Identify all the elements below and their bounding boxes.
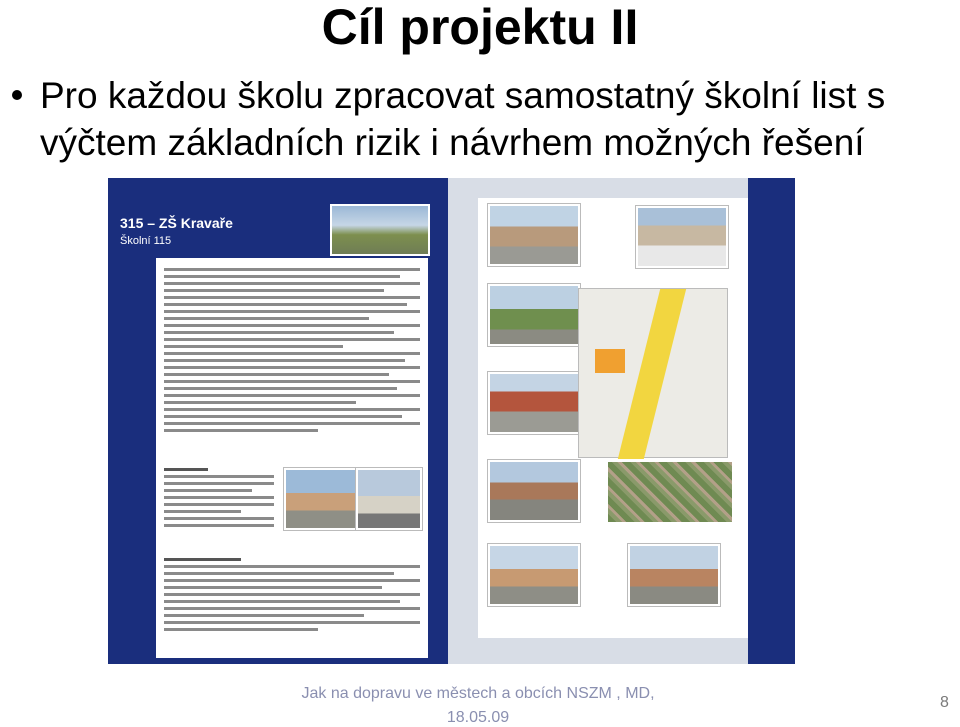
aerial-photo xyxy=(606,460,734,524)
school-area-map xyxy=(578,288,728,458)
bullet-text: Pro každou školu zpracovat samostatný školní list s výčtem základních rizik i návrhem možných řešení xyxy=(40,75,886,163)
slide-footer: Jak na dopravu ve městech a obcích NSZM , MD, 18.05.09 xyxy=(301,685,655,726)
crosswalk-photo xyxy=(636,206,728,268)
school-sheet-image xyxy=(108,178,795,664)
doc-subheading: Školní 115 xyxy=(120,235,172,247)
risk-photo-2 xyxy=(356,468,422,530)
doc-right-band xyxy=(748,178,795,664)
school-photo xyxy=(330,204,430,256)
doc-solution-text xyxy=(164,558,420,635)
slide-title: Cíl projektu II xyxy=(321,0,639,55)
bullet-marker xyxy=(12,90,22,100)
doc-risk-text xyxy=(164,468,274,531)
street-photo-6 xyxy=(628,544,720,606)
doc-text-page xyxy=(156,258,428,658)
slide-number: 8 xyxy=(940,694,949,711)
street-photo-5 xyxy=(488,544,580,606)
street-photo-3 xyxy=(488,372,580,434)
map-road xyxy=(618,289,686,459)
street-photo-2 xyxy=(488,284,580,346)
doc-text-block xyxy=(164,268,420,436)
map-school-building xyxy=(595,349,625,373)
street-photo-4 xyxy=(488,460,580,522)
doc-heading: 315 – ZŠ Kravaře xyxy=(120,215,233,231)
street-photo-1 xyxy=(488,204,580,266)
doc-left-panel xyxy=(108,178,448,664)
